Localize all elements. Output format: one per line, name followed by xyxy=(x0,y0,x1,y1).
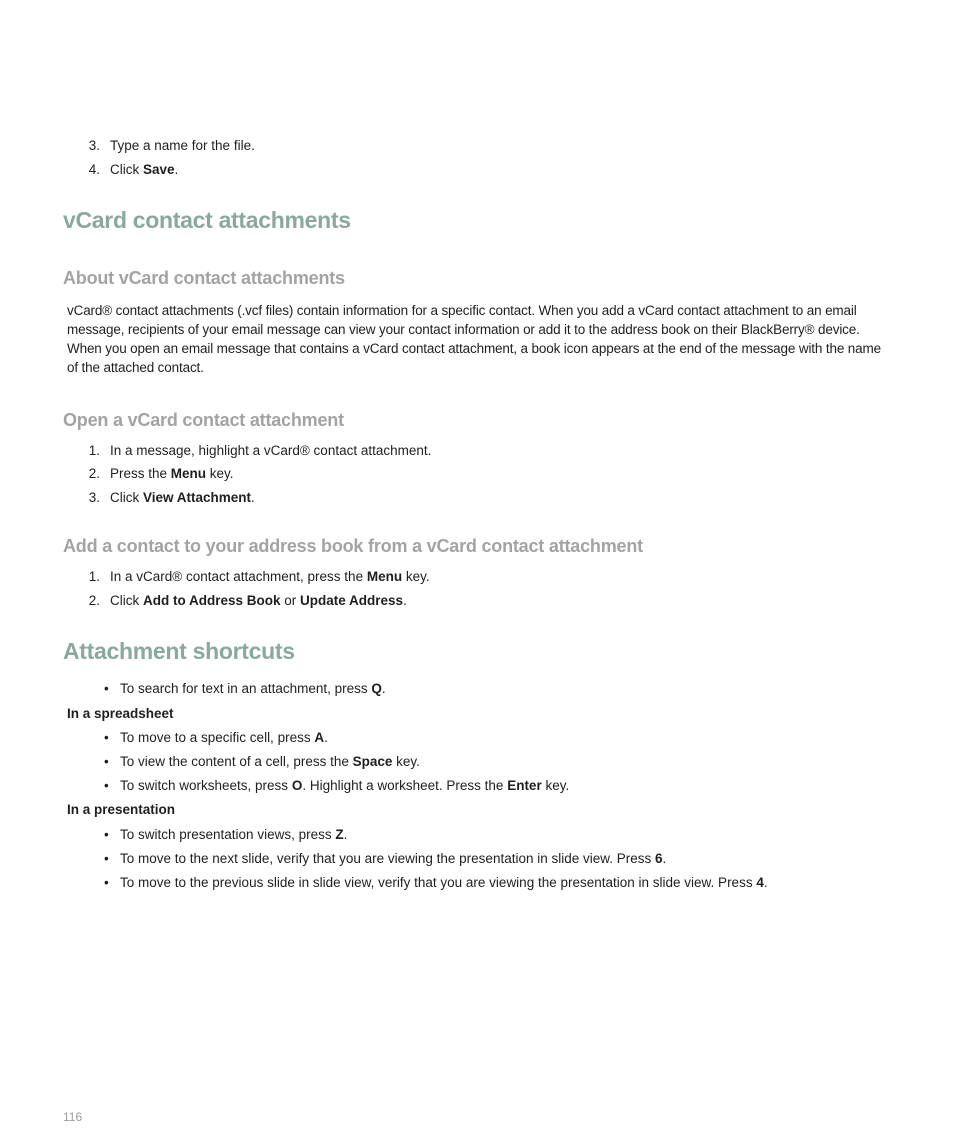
page-number: 116 xyxy=(63,1110,83,1124)
document-page: 3. Type a name for the file. 4. Click Save. vCard contact attachments About vCard contact attachments vCard® contact attachments (.vcf files) contain information for a specific contact. When you add a vCard contact attachment to an email message, recipients of your email message can view your contact information or add it to the address book on their BlackBerry® device. When you open an email message that contains a vCard contact attachment, a book icon appears at the end of the message with the name of the attached contact. Open a vCard contact attachment 1. In a message, highlight a vCard® contact attachment. 2. Press the Menu key. 3. Click View Attachment. Add a contact to your address book from a vCard contact attachment 1. In a vCard® contact attachment, press the Menu key. 2. Click Add to Address Book or Update Address. Attachment shortcuts • To search for text in an attachment, press Q. In a spreadsheet • To move to a specific cell, press A. • To view the content of a cell, press the Space key. • To switch worksheets, press O. Highlight a worksheet. Press the Enter key. In a presentation • To switch presentation views, press Z. • To move to the next slide, verify that you are viewing the presentation in slide view. Press 6. • To move to the previous slide in slide view, verify that you are viewing the presentation in slide view. Press 4. 116 xyxy=(0,0,954,1145)
section-heading-vcard: vCard contact attachments xyxy=(63,207,351,233)
about-paragraph: vCard® contact attachments (.vcf files) contain information for a specific contact. When you add a vCard contact attachment to an email message, recipients of your email message can view your contact information or add it to the address book on their BlackBerry® device. When you open an email message that contains a vCard contact attachment, a book icon appears at the end of the message with the name of the attached contact. xyxy=(67,303,881,375)
label-spreadsheet: In a spreadsheet xyxy=(67,706,174,721)
subheading-open: Open a vCard contact attachment xyxy=(63,410,344,430)
subheading-about: About vCard contact attachments xyxy=(63,268,345,288)
subheading-add-contact: Add a contact to your address book from a vCard contact attachment xyxy=(63,536,643,556)
section-heading-shortcuts: Attachment shortcuts xyxy=(63,638,295,664)
label-presentation: In a presentation xyxy=(67,802,176,817)
